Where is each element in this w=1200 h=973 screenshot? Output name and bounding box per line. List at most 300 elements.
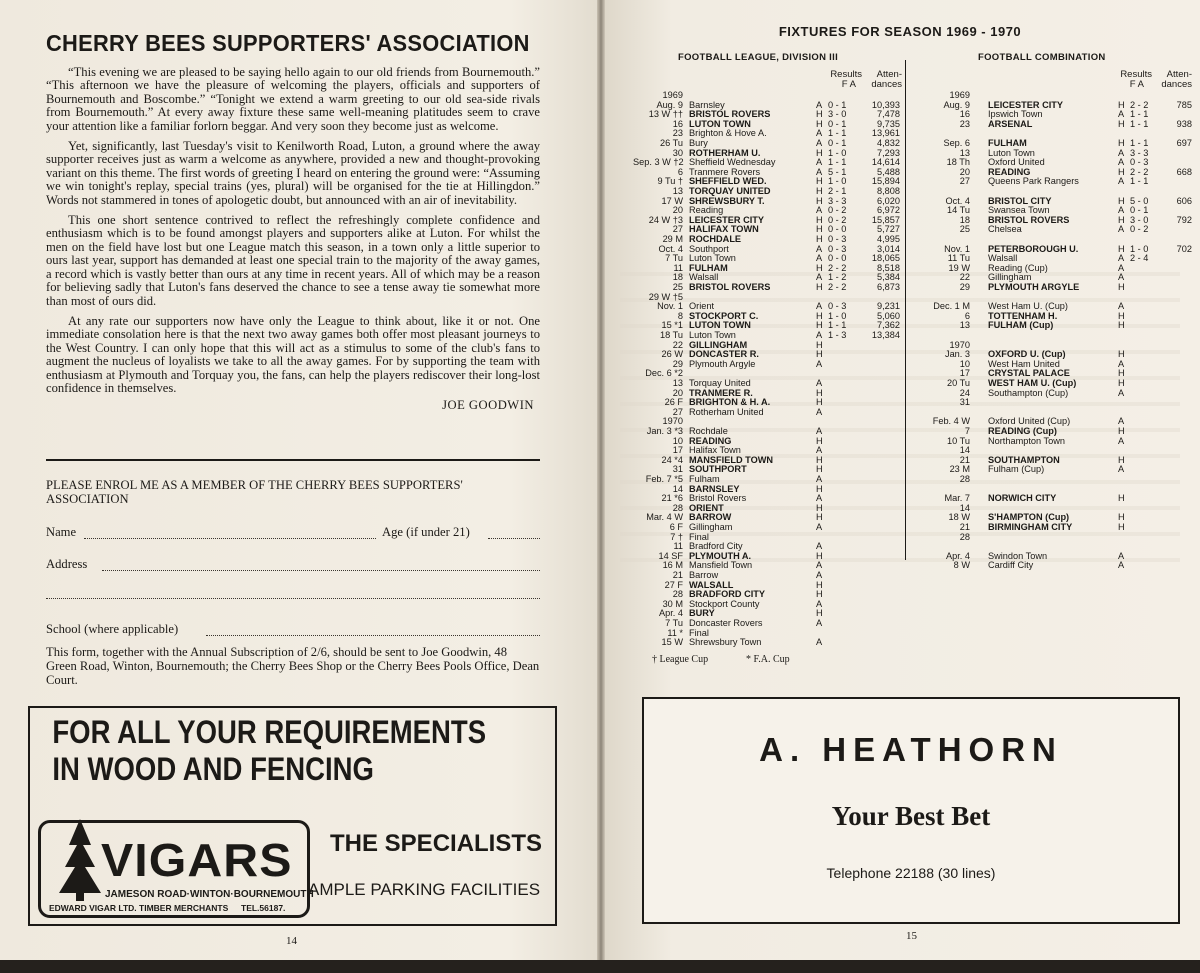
fixture-date: 17 [959, 368, 970, 379]
address-field[interactable] [102, 570, 540, 571]
fixture-date: Dec. 1 M [933, 301, 970, 312]
fixture-team: BIRMINGHAM CITY [988, 522, 1073, 532]
fixture-date: Dec. 6 *2 [645, 368, 683, 379]
fixture-venue: H [816, 435, 823, 446]
fixture-team: LEICESTER CITY [689, 214, 765, 225]
fixture-date: 13 [959, 147, 970, 158]
fixture-venue: A [1118, 358, 1125, 369]
fixture-venue: H [816, 224, 823, 235]
fixture-attendance: 14,614 [871, 157, 900, 168]
fixture-team: Gillingham [689, 522, 733, 532]
fixture-venue: A [816, 522, 823, 532]
fixture-date: 18 [959, 214, 970, 225]
fixture-venue: H [1118, 166, 1125, 177]
fixture-venue: A [816, 570, 823, 580]
fixture-date: 23 [959, 118, 970, 129]
fixture-score: 2 - 1 [828, 186, 847, 196]
fixture-score: 1 - 0 [1130, 243, 1149, 254]
heathorn-telephone: Telephone 22188 (30 lines) [826, 865, 996, 881]
fixture-date: 18 [672, 272, 683, 283]
address-field-line2[interactable] [46, 598, 540, 599]
fixture-team: BURY [689, 608, 715, 619]
fixture-date: 1970 [949, 339, 970, 350]
fixture-venue: H [1118, 454, 1125, 465]
fixture-date: Jan. 3 *3 [646, 426, 683, 436]
fixture-venue: H [816, 339, 823, 350]
fixture-date: 7 Tu [665, 253, 683, 264]
fixture-attendance: 18,065 [871, 253, 900, 264]
fixture-venue: H [1118, 368, 1125, 379]
fixture-team: Rotherham United [689, 406, 764, 417]
fixture-date: 26 W [661, 349, 683, 360]
author-signoff: JOE GOODWIN [442, 398, 534, 413]
fixture-score: 0 - 3 [828, 243, 847, 254]
fixture-venue: A [816, 128, 823, 139]
fixture-date: 15 W [661, 637, 683, 648]
fixture-score: 0 - 1 [828, 99, 847, 110]
combo-fa-label: F A [1129, 79, 1144, 90]
fixture-team: DONCASTER R. [689, 349, 759, 360]
fixture-date: 27 [672, 406, 683, 417]
fixture-team: Oxford United [988, 157, 1045, 168]
specialists-text: THE SPECIALISTS [330, 830, 543, 857]
fixture-team: Tranmere Rovers [689, 166, 761, 177]
fixture-team: Bradford City [689, 541, 743, 552]
fa-cup-footnote: * F.A. Cup [746, 654, 790, 665]
page-number: 15 [906, 930, 917, 942]
fixture-team: WALSALL [689, 579, 734, 590]
fixture-date: 29 M [662, 234, 683, 244]
fixture-score: 3 - 0 [828, 109, 847, 120]
fixture-venue: A [816, 406, 823, 417]
school-field[interactable] [206, 635, 540, 636]
age-label: Age (if under 21) [382, 525, 470, 539]
fixture-score: 0 - 3 [828, 301, 847, 312]
fixture-team: PLYMOUTH A. [689, 550, 752, 561]
fixture-attendance: 697 [1176, 138, 1192, 148]
background-edge [0, 960, 1200, 973]
league-fa-label: F A [841, 79, 856, 90]
fixture-venue: H [816, 262, 823, 273]
fixture-date: 30 M [662, 598, 683, 609]
fixture-date: 20 [672, 387, 683, 398]
fixture-team: S'HAMPTON (Cup) [988, 512, 1070, 523]
combo-dances-label: dances [1161, 79, 1192, 90]
fixture-attendance: 5,384 [877, 272, 900, 283]
fixture-venue: A [1118, 272, 1125, 283]
fixture-team: NORWICH CITY [988, 493, 1057, 504]
fixture-team: Stockport County [689, 598, 760, 609]
fixture-team: Cardiff City [988, 560, 1034, 571]
fixture-score: 0 - 0 [828, 253, 847, 264]
fixture-date: 6 [964, 310, 970, 321]
fixture-date: Mar. 4 W [646, 512, 683, 523]
fixture-team: FULHAM [988, 138, 1027, 148]
fixture-team: Luton Town [689, 253, 736, 264]
fixture-venue: H [816, 214, 823, 225]
fixture-team: ROCHDALE [689, 234, 742, 244]
fixture-team: Doncaster Rovers [689, 618, 763, 628]
fixture-team: Walsall [689, 272, 719, 283]
left-page [0, 0, 600, 965]
fixture-score: 1 - 1 [1130, 138, 1149, 148]
fixture-venue: A [816, 330, 823, 340]
fixture-attendance: 6,972 [877, 205, 900, 216]
vigars-address: JAMESON ROAD·WINTON·BOURNEMOUTH [105, 889, 314, 900]
fixture-date: 8 W [953, 560, 970, 571]
fixture-team: MANSFIELD TOWN [689, 454, 774, 465]
fixture-date: 10 [959, 358, 970, 369]
fixture-date: 28 [959, 474, 970, 484]
fixture-date: 6 [677, 166, 683, 177]
fixture-date: 30 [672, 147, 683, 158]
fixture-venue: A [1118, 435, 1125, 446]
fixture-team: Luton Town [988, 147, 1035, 158]
fixture-date: 13 [672, 378, 683, 388]
fixture-venue: H [1118, 138, 1125, 148]
fixture-date: Nov. 1 [944, 243, 970, 254]
fixture-venue: H [816, 512, 823, 523]
fixture-date: Sep. 6 [943, 138, 970, 148]
fixture-venue: A [816, 358, 823, 369]
school-label: School (where applicable) [46, 622, 179, 636]
fixture-team: LUTON TOWN [689, 320, 751, 331]
fixture-venue: A [1118, 301, 1125, 312]
fixture-venue: A [1118, 253, 1125, 264]
league-heading: FOOTBALL LEAGUE, DIVISION III [678, 52, 839, 63]
fixture-date: 11 * [667, 627, 683, 638]
fixture-team: Barrow [689, 570, 719, 580]
combination-heading: FOOTBALL COMBINATION [978, 52, 1106, 63]
fixture-date: 21 [672, 570, 683, 580]
fixture-venue: A [1118, 176, 1125, 187]
fixture-team: BRISTOL ROVERS [689, 109, 771, 120]
fixture-date: Apr. 4 [658, 608, 683, 619]
fixture-date: 26 Tu [660, 138, 683, 148]
fixture-attendance: 5,060 [877, 310, 900, 321]
fixture-date: Jan. 3 [944, 349, 970, 360]
fixture-team: Southampton (Cup) [988, 387, 1069, 398]
fixture-team: BRISTOL ROVERS [689, 282, 771, 292]
fixture-date: 6 F [669, 522, 683, 532]
fixture-date: Mar. 7 [944, 493, 970, 504]
fixture-date: 31 [672, 464, 683, 475]
fixture-team: Mansfield Town [689, 560, 753, 571]
fixture-venue: H [816, 454, 823, 465]
fixture-date: 11 Tu [947, 253, 970, 264]
fixture-date: 21 [959, 522, 970, 532]
section-divider [46, 459, 540, 461]
name-label: Name [46, 525, 77, 539]
fixture-venue: H [1118, 378, 1125, 388]
column-divider [905, 60, 906, 560]
fixture-team: CRYSTAL PALACE [988, 368, 1070, 379]
fixture-date: Aug. 9 [943, 99, 970, 110]
fixture-score: 0 - 2 [1130, 224, 1149, 235]
fixture-date: 23 M [949, 464, 970, 475]
fixture-team: Sheffield Wednesday [689, 157, 776, 168]
fixture-venue: A [1118, 416, 1125, 427]
fixture-attendance: 668 [1176, 166, 1192, 177]
fixture-date: 11 [673, 541, 683, 552]
fixture-team: READING [988, 166, 1031, 177]
fixture-date: 25 [672, 282, 683, 292]
fixture-venue: A [816, 157, 823, 168]
fixture-team: Queens Park Rangers [988, 176, 1079, 187]
fixture-date: 28 [672, 589, 683, 600]
fixture-attendance: 702 [1176, 243, 1192, 254]
league-dances-label: dances [871, 79, 902, 90]
fixture-team: West Ham United [988, 358, 1060, 369]
fixture-venue: A [816, 541, 823, 552]
fixture-date: 14 [672, 483, 683, 494]
advert-line-1: FOR ALL YOUR REQUIREMENTS [52, 714, 487, 750]
fixture-score: 3 - 3 [1130, 147, 1149, 158]
fixture-score: 1 - 0 [828, 176, 847, 187]
fixture-attendance: 8,808 [877, 186, 900, 196]
fixture-team: BARROW [689, 512, 732, 523]
fixture-date: 21 *6 [661, 493, 683, 504]
fixture-team: Oxford United (Cup) [988, 416, 1071, 427]
fixture-attendance: 7,478 [877, 109, 900, 120]
fixture-score: 5 - 1 [828, 166, 847, 177]
fixture-venue: H [816, 176, 823, 187]
fixture-date: 29 [672, 358, 683, 369]
fixture-venue: A [816, 598, 823, 609]
association-title: CHERRY BEES SUPPORTERS' ASSOCIATION [46, 30, 530, 56]
fixture-date: Aug. 9 [656, 99, 683, 110]
fixture-date: 28 [672, 502, 683, 513]
fixture-venue: A [1118, 560, 1125, 571]
fixture-team: Barnsley [689, 99, 725, 110]
fixture-attendance: 10,393 [871, 99, 900, 110]
fixture-venue: A [816, 445, 823, 456]
page-number: 14 [286, 935, 297, 947]
fixture-date: 14 [959, 502, 970, 513]
fixture-venue: H [816, 310, 823, 321]
fixture-date: Feb. 4 W [932, 416, 970, 427]
parking-text: AMPLE PARKING FACILITIES [308, 880, 541, 899]
fixture-team: Southport [689, 243, 729, 254]
name-field[interactable] [84, 538, 376, 539]
fixture-venue: H [816, 397, 823, 408]
age-field[interactable] [488, 538, 540, 539]
fixture-attendance: 13,384 [871, 330, 900, 340]
fixture-team: Gillingham [988, 272, 1032, 283]
vigars-company: EDWARD VIGAR LTD. TIMBER MERCHANTS [49, 903, 229, 913]
fixture-team: WEST HAM U. (Cup) [988, 378, 1077, 388]
fixture-score: 1 - 1 [828, 128, 847, 139]
fixture-team: Reading (Cup) [988, 262, 1048, 273]
fixture-date: Feb. 7 *5 [645, 474, 683, 484]
fixture-venue: H [1118, 195, 1125, 206]
fixture-team: BRADFORD CITY [689, 589, 766, 600]
fixture-date: Oct. 4 [945, 195, 970, 206]
fixture-team: Bristol Rovers [689, 493, 747, 504]
fixture-team: Reading [689, 205, 724, 216]
fixture-team: Luton Town [689, 330, 736, 340]
fixture-date: 31 [959, 397, 970, 408]
fixture-team: GILLINGHAM [689, 339, 748, 350]
fixture-team: Northampton Town [988, 435, 1065, 446]
address-label: Address [46, 557, 88, 571]
fixture-team: LEICESTER CITY [988, 99, 1064, 110]
vigars-brand: VIGARS [101, 834, 293, 886]
fixture-venue: A [816, 99, 823, 110]
fixture-date: 10 [672, 435, 683, 446]
fixture-date: 7 Tu [665, 618, 683, 628]
heathorn-name: A. HEATHORN [759, 731, 1063, 768]
fixture-date: 9 Tu † [657, 176, 683, 187]
fixture-score: 3 - 3 [828, 195, 847, 206]
fixture-venue: H [1118, 320, 1125, 331]
fixture-date: Apr. 4 [945, 550, 970, 561]
fixture-team: SOUTHPORT [689, 464, 747, 475]
fixture-team: Orient [689, 301, 715, 312]
fixture-date: 18 Th [946, 157, 970, 168]
fixture-date: 16 [959, 109, 970, 120]
binding-spine [597, 0, 605, 965]
fixture-team: FULHAM (Cup) [988, 320, 1054, 331]
fixture-date: 24 *4 [661, 454, 683, 465]
article-paragraph: “This evening we are pleased to be saying hello again to our old friends from Bournemouth.” “This afternoon we have the pleasure of welcoming the players, officials and supporters of Bournemouth and Boscombe.” “Tonight we extend a warm greeting to our old sea-side rivals from Bournemouth.” At every away fixture these same well-meaning platitudes seem to crave your attention like a familiar forlorn beggar. And very soon they become just as welcome. [46, 65, 540, 133]
advert-headline [30, 714, 487, 788]
fixture-date: 17 [672, 445, 683, 456]
fixture-venue: H [816, 464, 823, 475]
fixture-date: 24 W †3 [648, 214, 683, 225]
fixture-venue: A [1118, 109, 1125, 120]
fixture-date: 24 [959, 387, 970, 398]
fixture-attendance: 785 [1176, 99, 1192, 110]
fixture-venue: H [816, 195, 823, 206]
fixture-score: 1 - 1 [1130, 118, 1149, 129]
fixture-team: HALIFAX TOWN [689, 224, 759, 235]
fixture-team: Torquay United [689, 378, 751, 388]
fixture-score: 2 - 2 [1130, 99, 1149, 110]
fixture-venue: A [1118, 464, 1125, 475]
fixture-venue: A [1118, 224, 1125, 235]
fixture-score: 0 - 3 [1130, 157, 1149, 168]
fixture-date: 15 *1 [661, 320, 683, 331]
fixture-venue: A [816, 272, 823, 283]
fixture-date: 10 Tu [947, 435, 970, 446]
right-page [600, 0, 1200, 965]
fixture-team: Fulham [689, 474, 720, 484]
fixture-score: 1 - 3 [828, 330, 847, 340]
fixture-venue: A [816, 637, 823, 648]
fixture-attendance: 4,832 [877, 138, 900, 148]
fixture-venue: A [816, 138, 823, 148]
fixture-date: 22 [959, 272, 970, 283]
fixture-venue: H [816, 483, 823, 494]
fixture-team: PETERBOROUGH U. [988, 243, 1079, 254]
fixture-date: 25 [959, 224, 970, 235]
fixture-team: Halifax Town [689, 445, 741, 456]
fixture-score: 2 - 4 [1130, 253, 1149, 264]
fixture-date: 13 [959, 320, 970, 331]
fixture-venue: H [1118, 214, 1125, 225]
fixture-date: 16 M [662, 560, 683, 571]
fixture-attendance: 13,961 [871, 128, 900, 139]
fixture-venue: H [816, 608, 823, 619]
fixture-team: Swansea Town [988, 205, 1050, 216]
fixture-venue: H [1118, 282, 1125, 292]
fixture-team: SHREWSBURY T. [689, 195, 765, 206]
league-atten-label: Atten- [876, 69, 902, 80]
fixture-team: Final [689, 627, 709, 638]
article-text [46, 66, 540, 413]
fixture-date: 16 [672, 118, 683, 129]
fixture-date: 27 [959, 176, 970, 187]
fixture-team: SOUTHAMPTON [988, 454, 1060, 465]
fixture-attendance: 6,873 [877, 282, 900, 292]
fixture-team: ARSENAL [988, 118, 1033, 129]
fixture-team: LUTON TOWN [689, 118, 751, 129]
fixture-date: 27 [672, 224, 683, 235]
fixture-venue: H [816, 349, 823, 360]
fixture-date: 28 [959, 531, 970, 542]
fixture-team: OXFORD U. (Cup) [988, 349, 1066, 360]
fixture-team: STOCKPORT C. [689, 310, 759, 321]
fixture-venue: H [816, 579, 823, 590]
fixture-score: 1 - 0 [828, 310, 847, 321]
fixture-date: 1969 [662, 90, 683, 100]
fixture-score: 1 - 1 [1130, 176, 1149, 187]
fixture-venue: H [1118, 310, 1125, 321]
fixture-score: 1 - 1 [1130, 109, 1149, 120]
fixture-score: 2 - 2 [828, 282, 847, 292]
fixture-team: READING (Cup) [988, 426, 1057, 436]
fixture-date: 22 [672, 339, 683, 350]
fixture-score: 0 - 1 [828, 138, 847, 148]
fixture-venue: H [816, 118, 823, 129]
league-cup-footnote: † League Cup [652, 654, 709, 665]
fixture-venue: A [816, 560, 823, 571]
fixture-attendance: 4,995 [877, 234, 900, 244]
fixture-venue: A [1118, 205, 1125, 216]
fixture-venue: A [816, 253, 823, 264]
fixture-venue: A [816, 378, 823, 388]
fixture-venue: A [816, 301, 823, 312]
fixture-date: 19 W [948, 262, 970, 273]
fixture-venue: A [816, 426, 823, 436]
fixture-score: 0 - 1 [1130, 205, 1149, 216]
fixture-team: PLYMOUTH ARGYLE [988, 282, 1080, 292]
fixture-venue: A [1118, 147, 1125, 158]
fixture-date: 11 [673, 262, 683, 273]
fixture-date: 7 † [670, 531, 683, 542]
fixture-date: 23 [672, 128, 683, 139]
fixture-team: Rochdale [689, 426, 728, 436]
fixture-venue: A [1118, 157, 1125, 168]
vigars-telephone: TEL.56187. [241, 903, 286, 913]
fixture-date: 14 Tu [947, 205, 970, 216]
fixture-team: Chelsea [988, 224, 1022, 235]
fixture-venue: A [1118, 262, 1125, 273]
fixture-date: Sep. 3 W †2 [633, 157, 684, 168]
fixture-venue: H [816, 282, 823, 292]
combo-atten-label: Atten- [1166, 69, 1192, 80]
league-results-label: Results [830, 69, 862, 80]
fixture-team: BRISTOL ROVERS [988, 214, 1070, 225]
fixture-date: 29 [959, 282, 970, 292]
fixture-team: FULHAM [689, 262, 728, 273]
fixture-score: 0 - 2 [828, 214, 847, 225]
fixture-team: BRIGHTON & H. A. [689, 397, 771, 408]
fixture-venue: H [1118, 512, 1125, 523]
fixture-date: 7 [964, 426, 970, 436]
fixture-venue: H [1118, 349, 1125, 360]
